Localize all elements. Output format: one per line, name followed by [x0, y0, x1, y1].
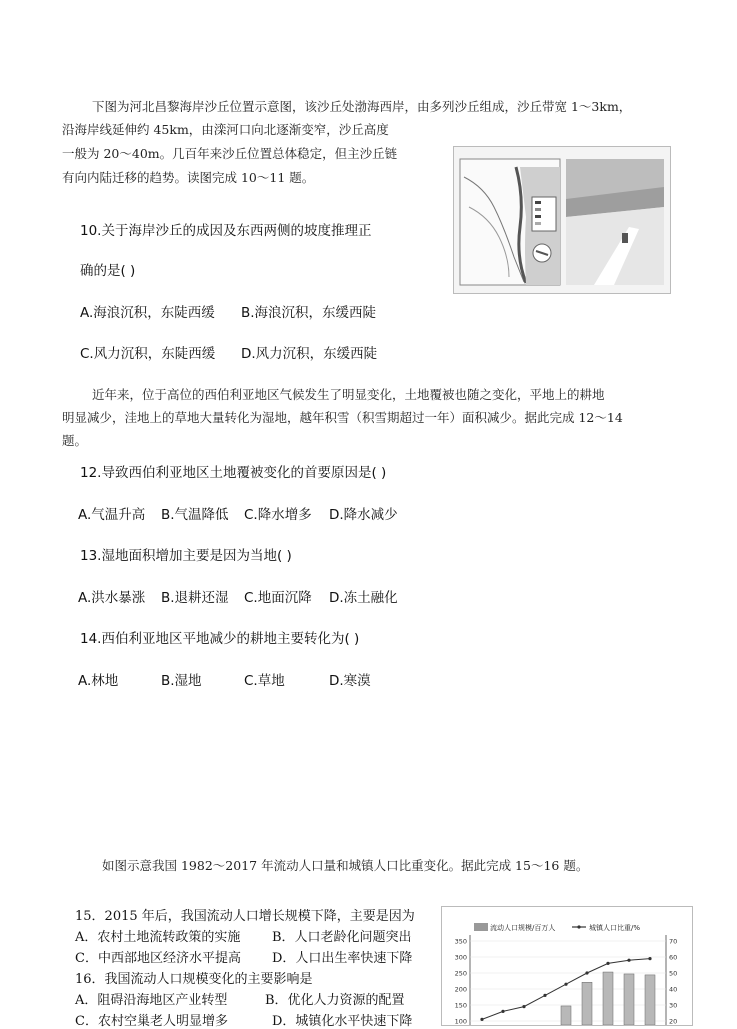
urban-ratio-point [564, 983, 567, 986]
coastal-dune-figure [453, 146, 671, 294]
population-bar [561, 1006, 571, 1025]
left-tick-label: 250 [454, 969, 467, 978]
left-tick-label: 100 [454, 1017, 467, 1025]
right-tick-label: 30 [669, 1001, 678, 1010]
q13-stem: 13.湿地面积增加主要是因为当地( ) [80, 548, 292, 564]
population-bar [582, 982, 592, 1025]
urban-ratio-point [648, 957, 651, 960]
q10-option-d: D.风力沉积，东缓西陡 [241, 346, 378, 362]
q10-stem-line1: 10.关于海岸沙丘的成因及东西两侧的坡度推理正 [80, 223, 372, 239]
q15-option-c: C．中西部地区经济水平提高 [75, 951, 241, 966]
q13-option-d: D.冻土融化 [329, 590, 398, 606]
q12-stem: 12.导致西伯利亚地区土地覆被变化的首要原因是( ) [80, 465, 387, 481]
population-chart [441, 906, 693, 1026]
right-tick-label: 60 [669, 953, 678, 962]
passage2-line3: 题。 [62, 433, 88, 448]
q16-option-b: B．优化人力资源的配置 [265, 993, 405, 1008]
q12-option-c: C.降水增多 [244, 507, 312, 523]
coastal-dune-map [454, 147, 670, 293]
urban-ratio-point [543, 994, 546, 997]
passage3-line1: 如图示意我国 1982～2017 年流动人口量和城镇人口比重变化。据此完成 15～16 题。 [102, 858, 589, 873]
q14-option-b: B.湿地 [161, 673, 202, 689]
population-bar [603, 972, 613, 1025]
q16-option-c: C．农村空巢老人明显增多 [75, 1014, 228, 1029]
q14-option-c: C.草地 [244, 673, 285, 689]
q16-option-a: A．阻碍沿海地区产业转型 [75, 993, 228, 1008]
q12-option-b: B.气温降低 [161, 507, 229, 523]
passage1-line4: 有向内陆迁移的趋势。读图完成 10～11 题。 [62, 170, 315, 185]
q14-stem: 14.西伯利亚地区平地减少的耕地主要转化为( ) [80, 631, 360, 647]
left-tick-label: 350 [454, 937, 467, 946]
legend-bar-swatch [474, 923, 488, 931]
q16-option-d: D．城镇化水平快速下降 [272, 1014, 413, 1029]
q15-stem: 15．2015 年后，我国流动人口增长规模下降，主要是因为 [75, 909, 415, 924]
passage2-line1: 近年来，位于高位的西伯利亚地区气候发生了明显变化，土地覆被也随之变化，平地上的耕地 [92, 387, 605, 402]
right-tick-label: 50 [669, 969, 678, 978]
q14-option-d: D.寒漠 [329, 673, 371, 689]
population-bar [645, 975, 655, 1025]
q15-option-d: D．人口出生率快速下降 [272, 951, 413, 966]
q13-option-c: C.地面沉降 [244, 590, 312, 606]
left-tick-label: 300 [454, 953, 467, 962]
q15-option-a: A．农村土地流转政策的实施 [75, 930, 241, 945]
passage2-line2: 明显减少，洼地上的草地大量转化为湿地，越年积雪（积雪期超过一年）面积减少。据此完成 12～14 [62, 410, 623, 425]
q14-option-a: A.林地 [78, 673, 119, 689]
left-tick-label: 150 [454, 1001, 467, 1010]
q10-option-b: B.海浪沉积，东缓西陡 [241, 305, 377, 321]
q16-stem: 16．我国流动人口规模变化的主要影响是 [75, 972, 313, 987]
urban-ratio-point [522, 1005, 525, 1008]
right-tick-label: 40 [669, 985, 678, 994]
q10-stem-line2: 确的是( ) [80, 263, 136, 279]
urban-ratio-point [606, 962, 609, 965]
population-bar [624, 974, 634, 1025]
q12-option-a: A.气温升高 [78, 507, 146, 523]
q13-option-b: B.退耕还湿 [161, 590, 229, 606]
urban-ratio-point [585, 971, 588, 974]
left-tick-label: 200 [454, 985, 467, 994]
population-chart-svg [442, 907, 692, 1025]
passage1-line1: 下图为河北昌黎海岸沙丘位置示意图，该沙丘处渤海西岸，由多列沙丘组成，沙丘带宽 1～3km， [92, 99, 632, 114]
legend-line-marker [577, 925, 580, 928]
urban-ratio-point [627, 959, 630, 962]
q13-option-a: A.洪水暴涨 [78, 590, 146, 606]
urban-ratio-point [501, 1010, 504, 1013]
q10-option-a: A.海浪沉积，东陡西缓 [80, 305, 215, 321]
passage1-line2: 沿海岸线延伸约 45km，由滦河口向北逐渐变窄，沙丘高度 [62, 122, 389, 137]
legend-bar-label: 流动人口规模/百万人 [490, 924, 556, 932]
q15-option-b: B．人口老龄化问题突出 [272, 930, 412, 945]
legend-line-label: 城镇人口比重/% [589, 924, 641, 932]
q10-option-c: C.风力沉积，东陡西缓 [80, 346, 216, 362]
right-tick-label: 70 [669, 937, 678, 946]
q12-option-d: D.降水减少 [329, 507, 398, 523]
passage1-line3: 一般为 20～40m。几百年来沙丘位置总体稳定，但主沙丘链 [62, 146, 398, 161]
right-tick-label: 20 [669, 1017, 678, 1025]
